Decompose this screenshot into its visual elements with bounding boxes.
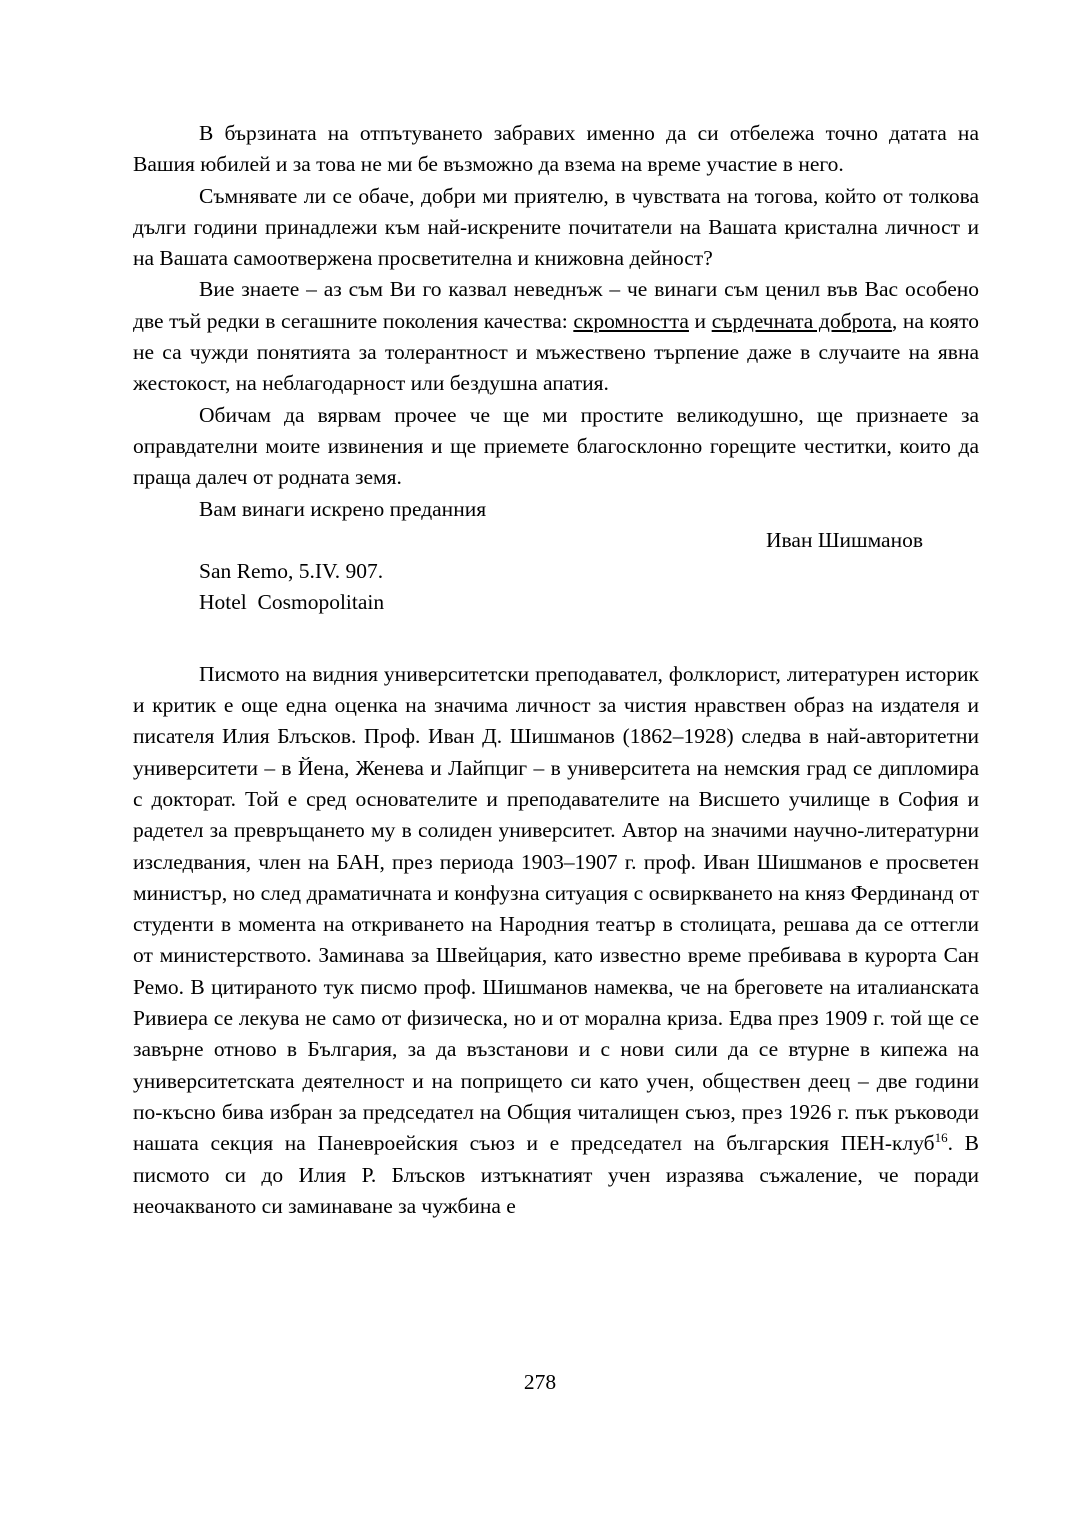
underlined-phrase-kindness: сърдечната доброта [711,308,892,333]
letter [133,118,979,619]
section-gap [133,619,979,659]
letter-paragraph-2: Съмнявате ли се обаче, добри ми приятелю, в чувствата на тогова, който от толкова дълги години принадлежи към най-искрените почитатели на Вашата кристална личност и на Вашата самоотвержена просветителна и книжовна дейност? [133,183,979,271]
letter-paragraph-3-text: Вие знаете – аз съм Ви го казвал неведнъж – че винаги съм ценил във Вас особено две тъй редки в сегашните поколения качества: [133,277,979,333]
commentary-paragraph [133,659,979,1222]
letter-hotel: Hotel Cosmopolitain [199,590,385,615]
underlined-word-modesty: скромността [573,308,689,333]
letter-paragraph-4: Обичам да вярвам прочее че ще ми простите великодушно, ще признаете за оправдателни моите извинения и ще приемете благосклонно горещите честитки, които да праща далеч от родната земя. [133,402,979,490]
footnote-reference: 16 [934,1130,948,1146]
letter-signature: Иван Шишманов [766,527,923,552]
letter-paragraph-3-text: и [688,308,712,333]
page-body [133,118,979,1222]
letter-closing: Вам винаги искрено преданния [199,496,487,521]
letter-paragraph-3-text: , на която не са чужди понятията за толерантност и мъжествено търпение даже в случаите на явна жестокост, на неблагодарност или бездушна апатия. [133,308,980,396]
letter-paragraph-1: В бързината на отпътуването забравих именно да си отбележа точно датата на Вашия юбилей и за това не ми бе възможно да взема на време участие в него. [133,121,979,177]
letter-place-date: San Remo, 5.IV. 907. [199,559,384,584]
commentary-text-continued: . В писмото си до Илия Р. Блъсков изтъкнатият учен изразява съжаление, че поради неочакваното си заминаване за чужбина е [133,1131,980,1218]
commentary-text: Писмото на видния университетски преподавател, фолклорист, литературен историк и критик е още една оценка на значима личност за чистия нравствен образ на издателя и писателя Илия Блъсков. Проф. Иван Д. Шишманов (1862–1928) следва в най-авторитетни университети – в Йена, Женева и Лайпциг – в университета на немския град се дипломира с докторат. Той е сред основателите и преподавателите на Висшето училище в София и радетел за превръщането му в солиден университет. Автор на значими научно-литературни изследвания, член на БАН, през периода 1903–1907 г. проф. Иван Шишманов е просветен министър, но след драматичната и конфузна ситуация с освиркването на княз Фердинанд от студенти в момента на откриването на Народния театър в столицата, решава да се оттегли от министерството. Заминава за Швейцария, като известно време пребивава в курорта Сан Ремо. В цитираното тук писмо проф. Шишманов намеква, че на бреговете на италианската Ривиера се лекува не само от физическа, но и от морална криза. Едва през 1909 г. той ще се завърне отново в България, за да възстанови и с нови сили да се втурне в кипежа на университетската деятелност и на попрището си като учен, обществен деец – две години по-късно бива избран за председател на Общия читалищен съюз, през 1926 г. пък ръководи нашата секция на Паневроейския съюз и е председател на българския ПЕН-клуб [133,661,979,1156]
page-number: 278 [523,1370,557,1394]
letter-paragraph-3 [133,274,979,399]
